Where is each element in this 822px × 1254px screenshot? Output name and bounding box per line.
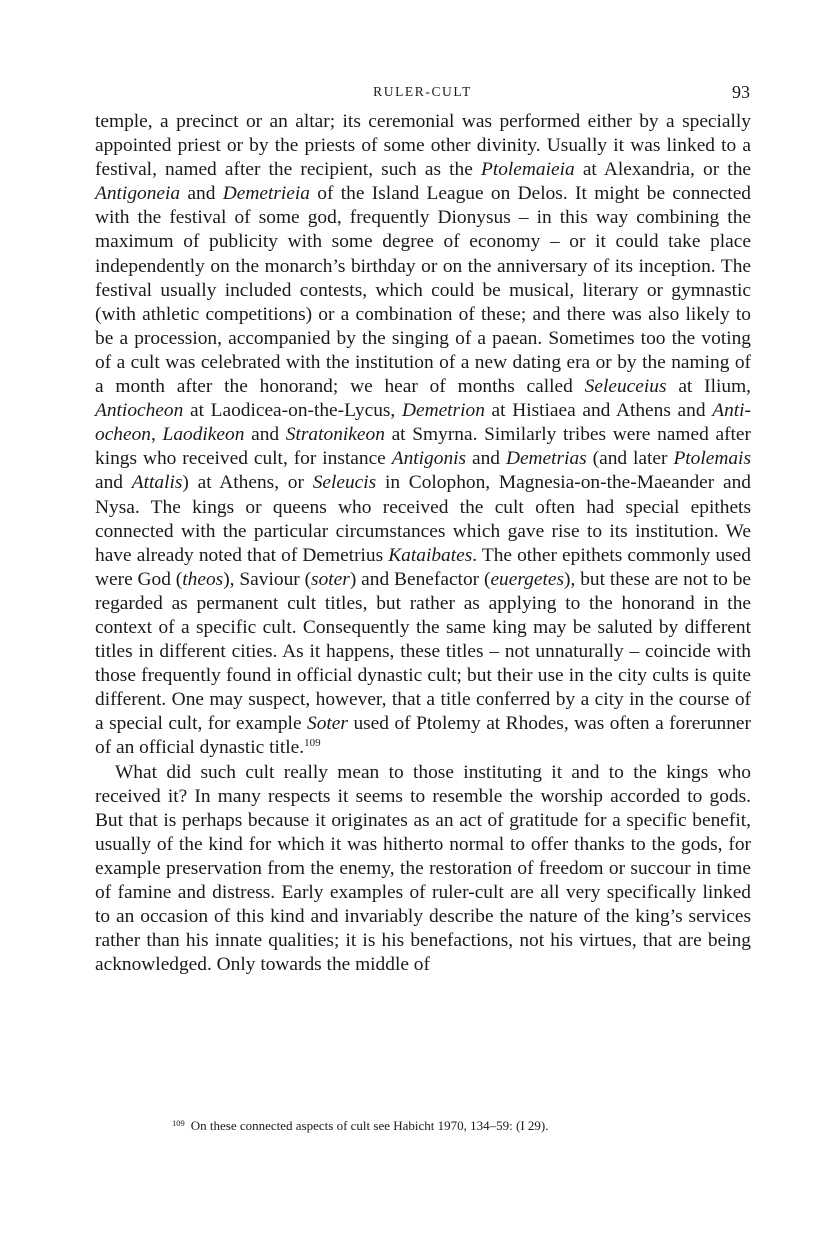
italic-term: Antigonis bbox=[391, 448, 467, 470]
running-title: RULER-CULT bbox=[373, 84, 472, 99]
italic-term: Seleuceius bbox=[584, 376, 667, 398]
italic-term: Antigoneia bbox=[95, 183, 181, 205]
italic-term: euergetes bbox=[490, 568, 565, 590]
running-head bbox=[95, 82, 750, 102]
paragraph-1: temple, a precinct or an altar; its ceremonial was performed either by a specially appointed priest or by the priests of some other divinity. Usually it was linked to a festival, named after the recipient, such as the Ptolemaieia at Alexandria, or the Antigoneia and Demetrieia of the Island League on Delos. It might be connected with the festival of some god, frequently Dionysus – in this way combining the maximum of publicity with some degree of economy – or it could take place independently on the monarch’s birthday or on the anniversary of its inception. The festival usually included contests, which could be musical, literary or gymnastic (with athletic competitions) or a combination of these; and there was also likely to be a procession, accompanied by the singing of a paean. Sometimes too the voting of a cult was celebrated with the institution of a new dating era or by the naming of a month after the honorand; we hear of months called Seleuceius at Ilium, Antiocheon at Laodicea-on-the-Lycus, Demetrion at Histiaea and Athens and Antiocheon, Laodikeon and Stratonikeon at Smyrna. Similarly tribes were named after kings who received cult, for instance Antigonis and Demetrias (and later Ptolemais and Attalis) at Athens, or Seleucis in Colophon, Magnesia-on-the-Maeander and Nysa. The kings or queens who received the cult often had special epithets connected with the particular circumstances which gave rise to its institution. We have already noted that of Demetrius Kataibates. The other epithets commonly used were God (theos), Saviour (soter) and Benefactor (euergetes), but these are not to be regarded as permanent cult titles, but rather as applying to the honorand in the context of a specific cult. Consequently the same king may be saluted by different titles in different cities. As it happens, these titles – not unnaturally – coincide with those frequently found in official dynastic cult; but their use in the city cults is quite different. One may suspect, however, that a title conferred by a city in the course of a special cult, for example Soter used of Ptolemy at Rhodes, was often a forerunner of an official dynastic title.$^{109}$ bbox=[95, 111, 752, 759]
italic-term: Demetrias bbox=[505, 448, 587, 470]
italic-term: Soter bbox=[307, 713, 348, 735]
footnote-109 bbox=[172, 1118, 732, 1134]
page-number: 93 bbox=[732, 82, 750, 102]
italic-term: Laodikeon bbox=[162, 424, 245, 446]
italic-term: theos bbox=[182, 568, 224, 590]
italic-term: Antiocheon bbox=[95, 400, 184, 422]
footnote-reference[interactable]: 109 bbox=[304, 737, 321, 750]
paragraph-2: What did such cult really mean to those instituting it and to the kings who received it? In many respects it seems to resemble the worship accorded to gods. But that is perhaps because it originates as an act of gratitude for a specific benefit, usually of the kind for which it was hitherto normal to offer thanks to the gods, for example preservation from the enemy, the restoration of freedom or succour in time of famine and distress. Early examples of ruler-cult are all very specifically linked to an occasion of this kind and invariably describe the nature of the king’s services rather than his innate qualities; it is his benefactions, not his virtues, that are being acknowledged. Only towards the middle of bbox=[95, 761, 751, 976]
italic-term: Attalis bbox=[131, 472, 183, 494]
footnote-text: On these connected aspects of cult see Habicht 1970, 134–59: (I 29). bbox=[190, 1118, 549, 1133]
italic-term: Demetrion bbox=[401, 400, 485, 422]
italic-term: Ptolemais bbox=[673, 448, 751, 470]
italic-term: soter bbox=[311, 568, 350, 590]
italic-term: Stratonikeon bbox=[285, 424, 385, 446]
italic-term: Ptolemaieia bbox=[480, 159, 575, 181]
footnote-number: 109 bbox=[172, 1118, 185, 1128]
italic-term: Demetrieia bbox=[222, 183, 310, 205]
italic-term: Kataibates bbox=[388, 544, 473, 566]
italic-term: Seleucis bbox=[312, 472, 377, 494]
body-text bbox=[95, 110, 751, 977]
italic-term: Antiocheon bbox=[95, 400, 752, 446]
